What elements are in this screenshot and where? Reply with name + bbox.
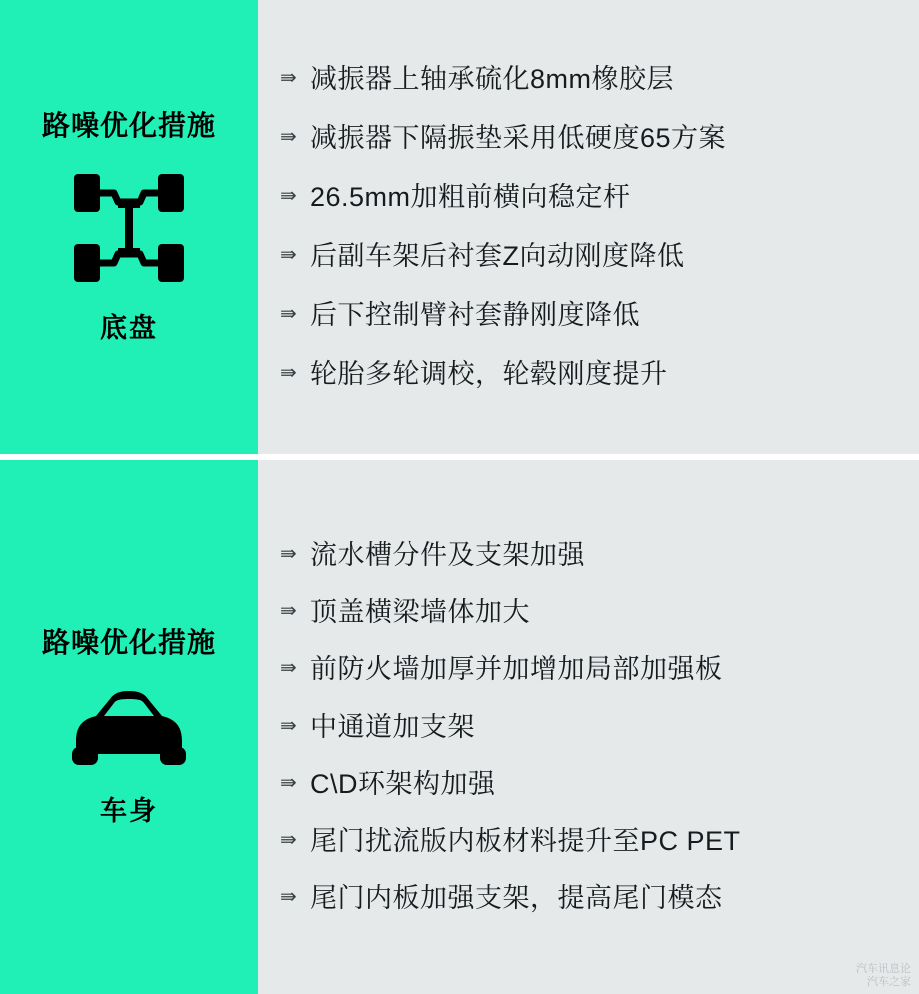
list-item-text: 前防火墙加厚并加增加局部加强板 — [310, 654, 723, 685]
bullet-icon: ⇛ — [280, 66, 297, 89]
list-item-text: 中通道加支架 — [310, 711, 475, 742]
bullet-icon: ⇛ — [280, 828, 297, 851]
bullet-icon: ⇛ — [280, 303, 297, 326]
bullet-icon: ⇛ — [280, 362, 297, 385]
list-item-text: 26.5mm加粗前横向稳定杆 — [310, 181, 631, 212]
body-items-list — [258, 460, 919, 994]
chassis-label-name: 底盘 — [100, 313, 158, 344]
list-item — [280, 527, 893, 584]
list-item-text: 流水槽分件及支架加强 — [310, 540, 585, 571]
list-item — [280, 813, 893, 870]
list-item — [280, 641, 893, 698]
list-item — [280, 109, 893, 168]
bullet-icon: ⇛ — [280, 771, 297, 794]
bullet-icon: ⇛ — [280, 600, 297, 623]
section-body — [0, 460, 919, 994]
list-item — [280, 756, 893, 813]
list-item-text: 减振器上轴承硫化8mm橡胶层 — [310, 63, 674, 94]
bullet-icon: ⇛ — [280, 657, 297, 680]
chassis-icon — [74, 168, 184, 288]
car-body-icon — [66, 685, 192, 771]
list-item-text: 后下控制臂衬套静刚度降低 — [310, 300, 640, 331]
list-item — [280, 50, 893, 109]
bullet-icon: ⇛ — [280, 244, 297, 267]
list-item — [280, 870, 893, 927]
body-label-column — [0, 460, 258, 994]
list-item-text: 后副车架后衬套Z向动刚度降低 — [310, 241, 685, 272]
body-label-name: 车身 — [100, 796, 158, 827]
list-item — [280, 345, 893, 404]
bullet-icon: ⇛ — [280, 184, 297, 207]
chassis-items-list — [258, 0, 919, 454]
list-item — [280, 168, 893, 227]
watermark-line-1: 汽车讯息论 — [856, 962, 911, 975]
list-item-text: 尾门扰流版内板材料提升至PC PET — [310, 825, 741, 856]
chassis-section-title: 路噪优化措施 — [41, 109, 216, 141]
list-item — [280, 227, 893, 286]
bullet-icon: ⇛ — [280, 714, 297, 737]
list-item — [280, 286, 893, 345]
list-item-text: 顶盖横梁墙体加大 — [310, 597, 530, 628]
chassis-label-column — [0, 0, 258, 454]
bullet-icon: ⇛ — [280, 543, 297, 566]
list-item — [280, 584, 893, 641]
bullet-icon: ⇛ — [280, 125, 297, 148]
list-item — [280, 699, 893, 756]
list-item-text: 尾门内板加强支架，提高尾门模态 — [310, 882, 723, 913]
bullet-icon: ⇛ — [280, 885, 297, 908]
watermark-line-2: 汽车之家 — [867, 976, 911, 989]
body-section-title: 路噪优化措施 — [41, 626, 216, 658]
list-item-text: C\D环架构加强 — [310, 768, 496, 799]
list-item-text: 减振器下隔振垫采用低硬度65方案 — [310, 122, 727, 153]
list-item-text: 轮胎多轮调校，轮毂刚度提升 — [310, 359, 668, 390]
section-chassis — [0, 0, 919, 454]
